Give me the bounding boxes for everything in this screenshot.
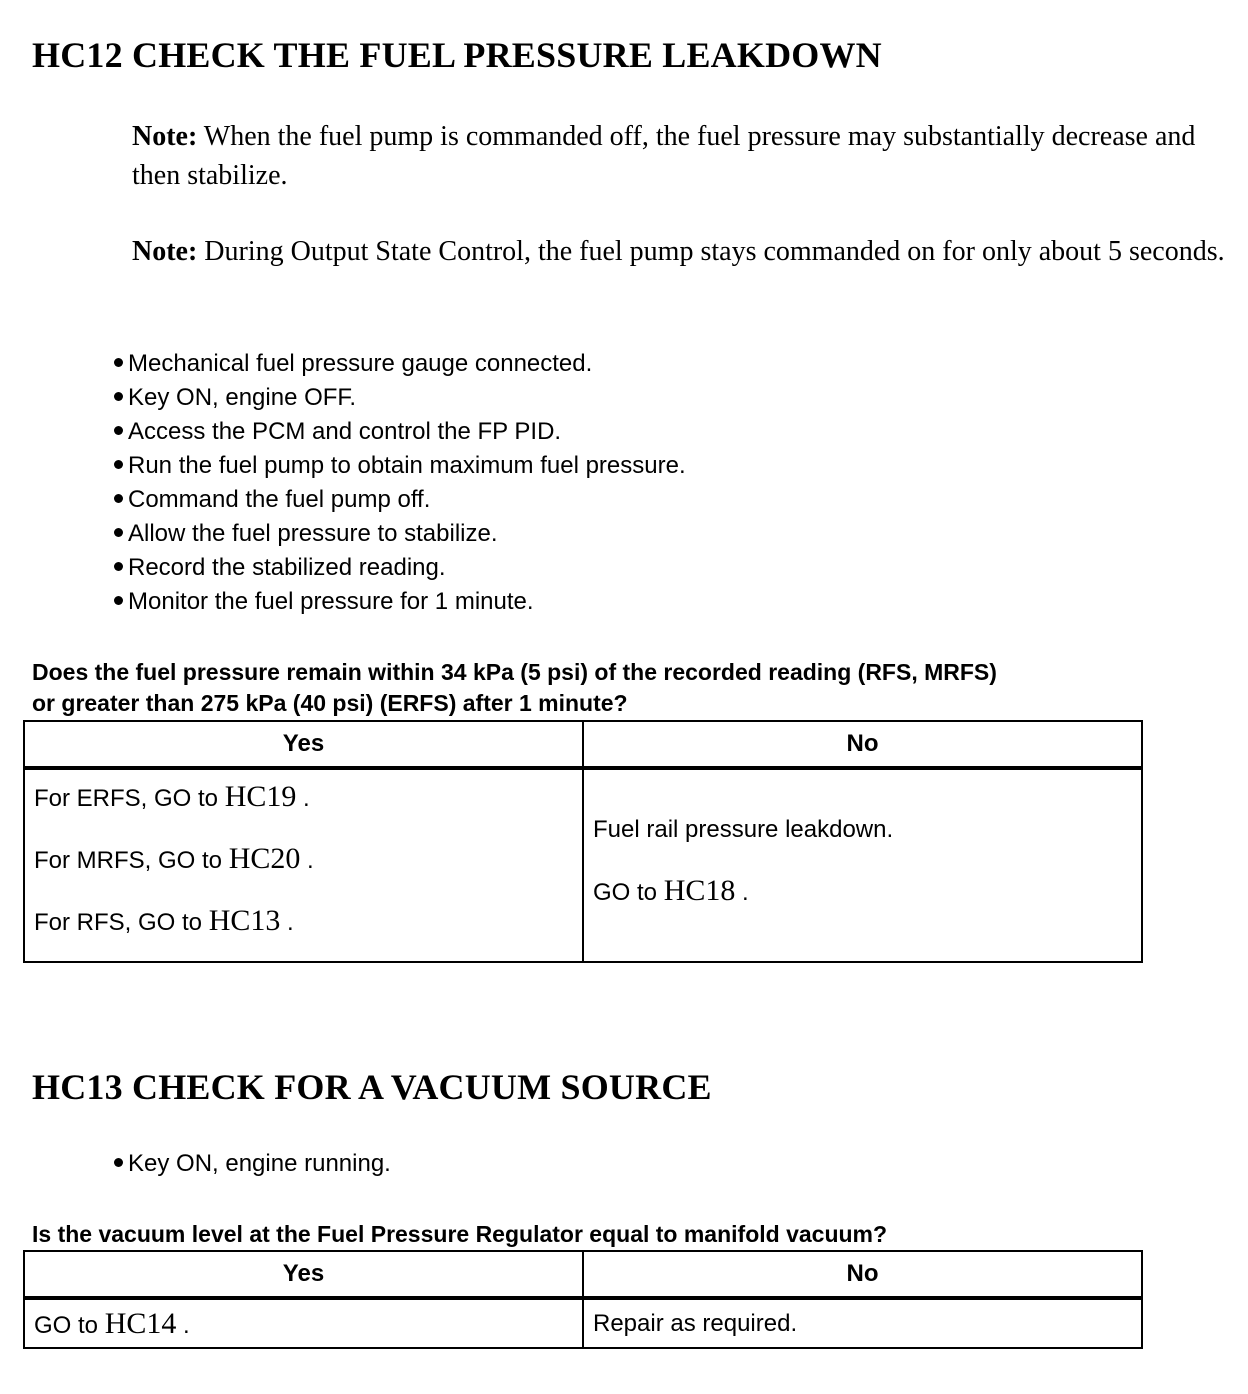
yes-cell [24,768,583,962]
link-hc20[interactable]: HC20 [228,842,301,875]
step-list-hc13 [114,1147,391,1181]
no-cell [583,768,1142,962]
list-item: Key ON, engine running. [114,1147,391,1181]
bullet-icon [114,1158,123,1167]
list-item: Monitor the fuel pressure for 1 minute. [114,585,686,619]
yes-option: GO to HC14 . [34,1306,190,1340]
bullet-icon [114,562,123,571]
no-option: GO to HC18 . [593,874,749,907]
yes-cell [24,1298,583,1348]
section-title-hc13: HC13 CHECK FOR A VACUUM SOURCE [32,1067,712,1107]
no-text: Repair as required. [593,1309,798,1337]
yes-option-erfs: For ERFS, GO to HC19 . [34,780,310,813]
question-hc12: Does the fuel pressure remain within 34 kPa (5 psi) of the recorded reading (RFS, MRFS) or greater than 275 kPa (40 psi) (ERFS) after 1 minute? [32,659,997,716]
section-title-hc12: HC12 CHECK THE FUEL PRESSURE LEAKDOWN [32,35,882,75]
list-item: Mechanical fuel pressure gauge connected. [114,347,686,381]
yes-header: Yes [24,721,583,768]
list-item: Access the PCM and control the FP PID. [114,415,686,449]
note-1 [132,117,1232,195]
no-header: No [583,721,1142,768]
bullet-icon [114,426,123,435]
decision-table-hc12 [23,720,1143,963]
link-hc18[interactable]: HC18 [663,874,736,907]
link-hc14[interactable]: HC14 [104,1306,177,1340]
bullet-icon [114,596,123,605]
list-item: Allow the fuel pressure to stabilize. [114,517,686,551]
note-text: During Output State Control, the fuel pump stays commanded on for only about 5 seconds. [197,236,1225,267]
note-2 [132,232,1232,271]
note-text: When the fuel pump is commanded off, the fuel pressure may substantially decrease and then stabilize. [132,121,1196,191]
list-item: Run the fuel pump to obtain maximum fuel pressure. [114,449,686,483]
yes-option-mrfs: For MRFS, GO to HC20 . [34,842,314,875]
list-item: Key ON, engine OFF. [114,381,686,415]
yes-option-rfs: For RFS, GO to HC13 . [34,904,294,937]
bullet-icon [114,494,123,503]
yes-header: Yes [24,1251,583,1298]
link-hc13[interactable]: HC13 [208,904,281,937]
no-header: No [583,1251,1142,1298]
decision-table-hc13 [23,1250,1143,1349]
list-item: Record the stabilized reading. [114,551,686,585]
list-item: Command the fuel pump off. [114,483,686,517]
no-cell [583,1298,1142,1348]
note-label: Note: [132,121,198,152]
step-list-hc12 [114,347,686,619]
bullet-icon [114,460,123,469]
link-hc19[interactable]: HC19 [224,780,297,813]
bullet-icon [114,392,123,401]
bullet-icon [114,528,123,537]
bullet-icon [114,358,123,367]
question-hc13: Is the vacuum level at the Fuel Pressure Regulator equal to manifold vacuum? [32,1221,888,1247]
no-text: Fuel rail pressure leakdown. [593,816,894,843]
note-label: Note: [132,236,198,267]
